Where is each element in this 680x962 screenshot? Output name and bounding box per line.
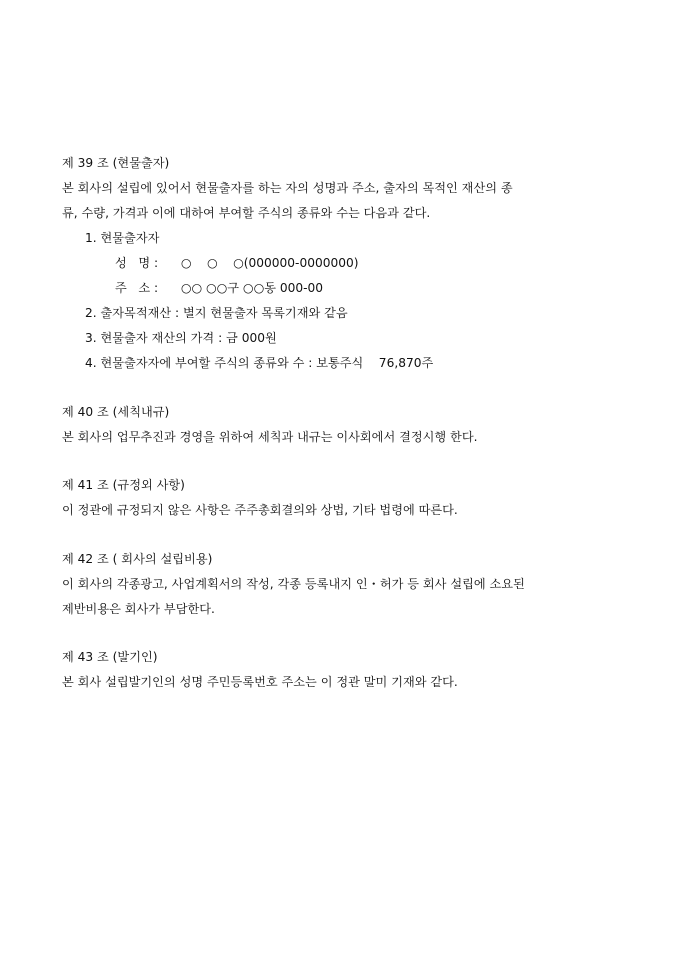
spacer [62, 376, 624, 400]
list-item: 3. 현물출자 재산의 가격 : 금 000원 [85, 331, 277, 345]
article-heading: 제 39 조 (현물출자) [62, 156, 170, 170]
spacer [62, 450, 624, 474]
list-item: 1. 현물출자자 [85, 231, 160, 245]
article-body-line: 이 회사의 각종광고, 사업계획서의 작성, 각종 등록내지 인・허가 등 회사 설립에 소요된 [62, 576, 525, 591]
article-heading: 제 42 조 ( 회사의 설립비용) [62, 551, 213, 566]
spacer [62, 523, 624, 547]
list-subitem-name [62, 251, 624, 276]
list-item: 4. 현물출자자에 부여할 주식의 종류와 수 : 보통주식 76,870주 [85, 356, 434, 370]
address-value: ○○ ○○구 ○○동 000-00 [180, 281, 324, 295]
list-subitem-address [62, 276, 624, 301]
article-heading: 제 43 조 (발기인) [62, 650, 158, 664]
article-body-line: 본 회사의 설립에 있어서 현물출자를 하는 자의 성명과 주소, 출자의 목적인 재산의 종 [62, 181, 513, 195]
article-body-line: 류, 수량, 가격과 이에 대하여 부여할 주식의 종류와 수는 다음과 같다. [62, 206, 431, 220]
article-body-line: 본 회사의 업무추진과 경영을 위하여 세칙과 내규는 이사회에서 결정시행 한다. [62, 429, 478, 444]
name-value: ○ ○ ○(000000-0000000) [180, 256, 359, 270]
name-label: 성 명 : [115, 256, 159, 270]
spacer [62, 622, 624, 646]
document-content [62, 151, 624, 695]
address-label: 주 소 : [115, 281, 159, 295]
article-heading: 제 40 조 (세칙내규) [62, 404, 170, 419]
article-body-line: 이 정관에 규정되지 않은 사항은 주주총회결의와 상법, 기타 법령에 따른다. [62, 503, 458, 517]
article-heading: 제 41 조 (규정외 사항) [62, 478, 185, 492]
article-body-line: 본 회사 설립발기인의 성명 주민등록번호 주소는 이 정관 말미 기재와 같다. [62, 675, 458, 689]
article-body-line: 제반비용은 회사가 부담한다. [62, 601, 215, 616]
list-item: 2. 출자목적재산 : 별지 현물출자 목록기재와 같음 [85, 306, 348, 320]
